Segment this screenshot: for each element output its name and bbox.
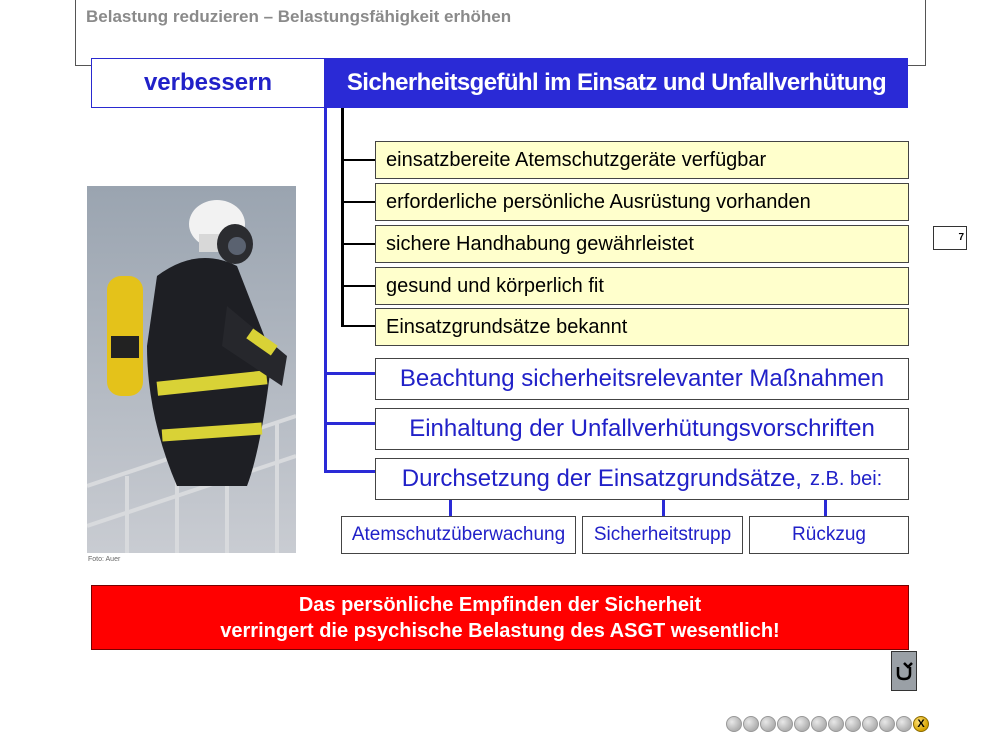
requirement-item: erforderliche persönliche Ausrüstung vorhanden [375, 183, 909, 221]
tree-trunk-blue [324, 108, 327, 473]
page-number: 7 [958, 232, 964, 243]
progress-dot[interactable] [879, 716, 895, 732]
section-heading: Sicherheitsgefühl im Einsatz und Unfallverhütung [325, 58, 908, 108]
sub-connector [824, 500, 827, 516]
return-arrow-icon [893, 660, 915, 682]
tree-branch [341, 159, 375, 161]
tree-branch-blue [324, 372, 375, 375]
page-title: Belastung reduzieren – Belastungsfähigkeit erhöhen [86, 7, 512, 26]
progress-dot[interactable] [862, 716, 878, 732]
requirement-item: sichere Handhabung gewährleistet [375, 225, 909, 263]
example-atemschutz: Atemschutzüberwachung [341, 516, 576, 554]
slide-progress [726, 716, 929, 736]
example-sicherheitstrupp: Sicherheitstrupp [582, 516, 743, 554]
sub-connector [662, 500, 665, 516]
tree-branch [341, 201, 375, 203]
progress-dot[interactable] [845, 716, 861, 732]
example-rueckzug: Rückzug [749, 516, 909, 554]
progress-dot[interactable] [743, 716, 759, 732]
tree-branch [341, 325, 375, 327]
measure-item: Beachtung sicherheitsrelevanter Maßnahmen [375, 358, 909, 400]
progress-dot[interactable] [828, 716, 844, 732]
tree-branch [341, 285, 375, 287]
tab-verbessern: verbessern [91, 58, 325, 108]
requirement-item: einsatzbereite Atemschutzgeräte verfügbar [375, 141, 909, 179]
measure-item-label: Durchsetzung der Einsatzgrundsätze, [401, 465, 802, 492]
key-message [91, 585, 909, 650]
measure-item: Einhaltung der Unfallverhütungsvorschriften [375, 408, 909, 450]
key-message-line-2: verringert die psychische Belastung des ASGT wesentlich! [220, 619, 780, 642]
firefighter-illustration [87, 186, 296, 553]
measure-item-suffix: z.B. bei: [809, 467, 883, 490]
key-message-line-1: Das persönliche Empfinden der Sicherheit [298, 593, 702, 616]
progress-dot[interactable] [760, 716, 776, 732]
measure-item [375, 458, 909, 500]
exit-button[interactable]: X [913, 716, 929, 732]
progress-dot[interactable] [811, 716, 827, 732]
sub-connector [449, 500, 452, 516]
tree-branch [341, 243, 375, 245]
firefighter-photo [87, 186, 296, 553]
page-number-box [933, 226, 967, 250]
back-button[interactable] [891, 651, 917, 691]
requirement-item: gesund und körperlich fit [375, 267, 909, 305]
tree-branch-blue [324, 470, 375, 473]
tree-trunk-black [341, 108, 344, 327]
progress-dot[interactable] [896, 716, 912, 732]
tree-branch-blue [324, 422, 375, 425]
progress-dot[interactable] [726, 716, 742, 732]
progress-dot[interactable] [777, 716, 793, 732]
progress-dot[interactable] [794, 716, 810, 732]
requirement-item: Einsatzgrundsätze bekannt [375, 308, 909, 346]
photo-credit: Foto: Auer [88, 556, 121, 563]
